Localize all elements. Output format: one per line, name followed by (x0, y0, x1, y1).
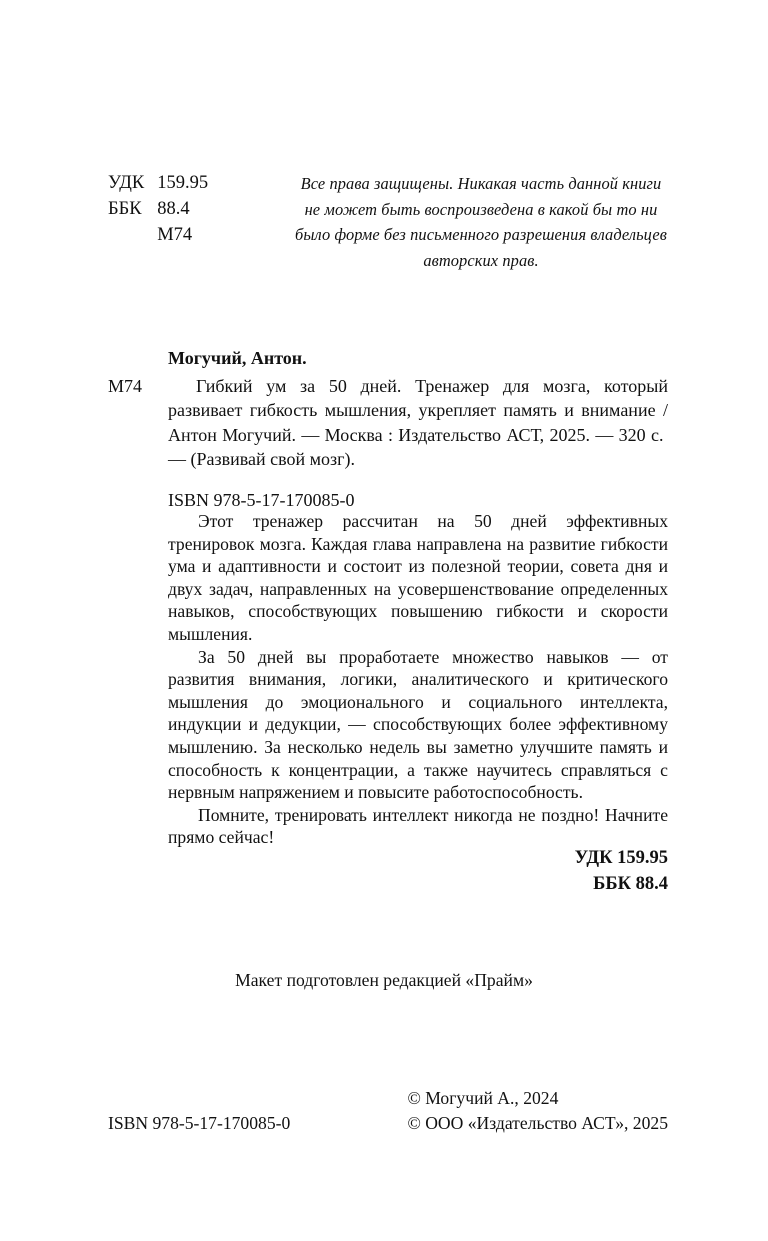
annotation-text (168, 510, 668, 849)
udk-label: УДК (108, 173, 145, 193)
udk-value: 159.95 (157, 173, 209, 193)
biblio-body (108, 374, 668, 471)
footer-udk: УДК 159.95 (574, 848, 668, 868)
annotation-paragraph-2: За 50 дней вы проработаете множество навыков — от развития внимания, логики, аналитического и критического мышления до эмоционального и социального интеллекта, индукции и дедукции, — способствующих более эффективному мышлению. За несколько недель вы заметно улучшите память и способность к концентрации, а также научитесь справляться с нервным напряжением и повысите работоспособность. (168, 646, 668, 803)
bbk-label: ББК (108, 199, 142, 219)
layout-credit: Макет подготовлен редакцией «Прайм» (235, 970, 533, 990)
biblio-isbn: ISBN 978-5-17-170085-0 (168, 490, 355, 511)
shelfmark-value: М74 (157, 225, 193, 245)
biblio-author-heading: Могучий, Антон. (168, 348, 307, 368)
top-block (108, 170, 668, 273)
shelfmark-label (108, 222, 157, 248)
annotation-paragraph-1: Этот тренажер рассчитан на 50 дней эффективных тренировок мозга. Каждая глава направлена на развитие гибкости ума и адаптивности и состоит из полезной теории, совета дня и двух задач, направленных на усовершенствование определенных навыков, способствующих повышению гибкости и скорости мышления. (168, 511, 668, 644)
classification-row-bbk (108, 196, 208, 222)
imprint-copyright (407, 1086, 668, 1136)
annotation-paragraph-3: Помните, тренировать интеллект никогда не поздно! Начните прямо сейчас! (168, 804, 668, 848)
classification-codes (108, 170, 208, 248)
bbk-value: 88.4 (157, 199, 190, 219)
rights-notice: Все права защищены. Никакая часть данной книги не может быть воспроизведена в какой бы то ни было форме без письменного разрешения владельцев авторских прав. (295, 174, 667, 270)
copyright-line-author: © Могучий А., 2024 (407, 1088, 559, 1108)
classification-row-shelfmark (108, 222, 208, 248)
copyright-line-publisher: © ООО «Издательство АСТ», 2025 (407, 1113, 668, 1133)
classification-footer (575, 845, 668, 897)
imprint-isbn: ISBN 978-5-17-170085-0 (108, 1113, 291, 1133)
footer-bbk: ББК 88.4 (593, 874, 668, 894)
imprint-block (108, 1086, 668, 1136)
bibliographic-record (108, 346, 668, 512)
biblio-description: Гибкий ум за 50 дней. Тренажер для мозга, который развивает гибкость мышления, укрепляет память и внимание / Антон Могучий. — Москва : Издательство АСТ, 2025. — 320 с. — (Развивай свой мозг). (168, 376, 668, 469)
biblio-shelfmark: М74 (108, 376, 143, 396)
classification-row-udk (108, 170, 208, 196)
